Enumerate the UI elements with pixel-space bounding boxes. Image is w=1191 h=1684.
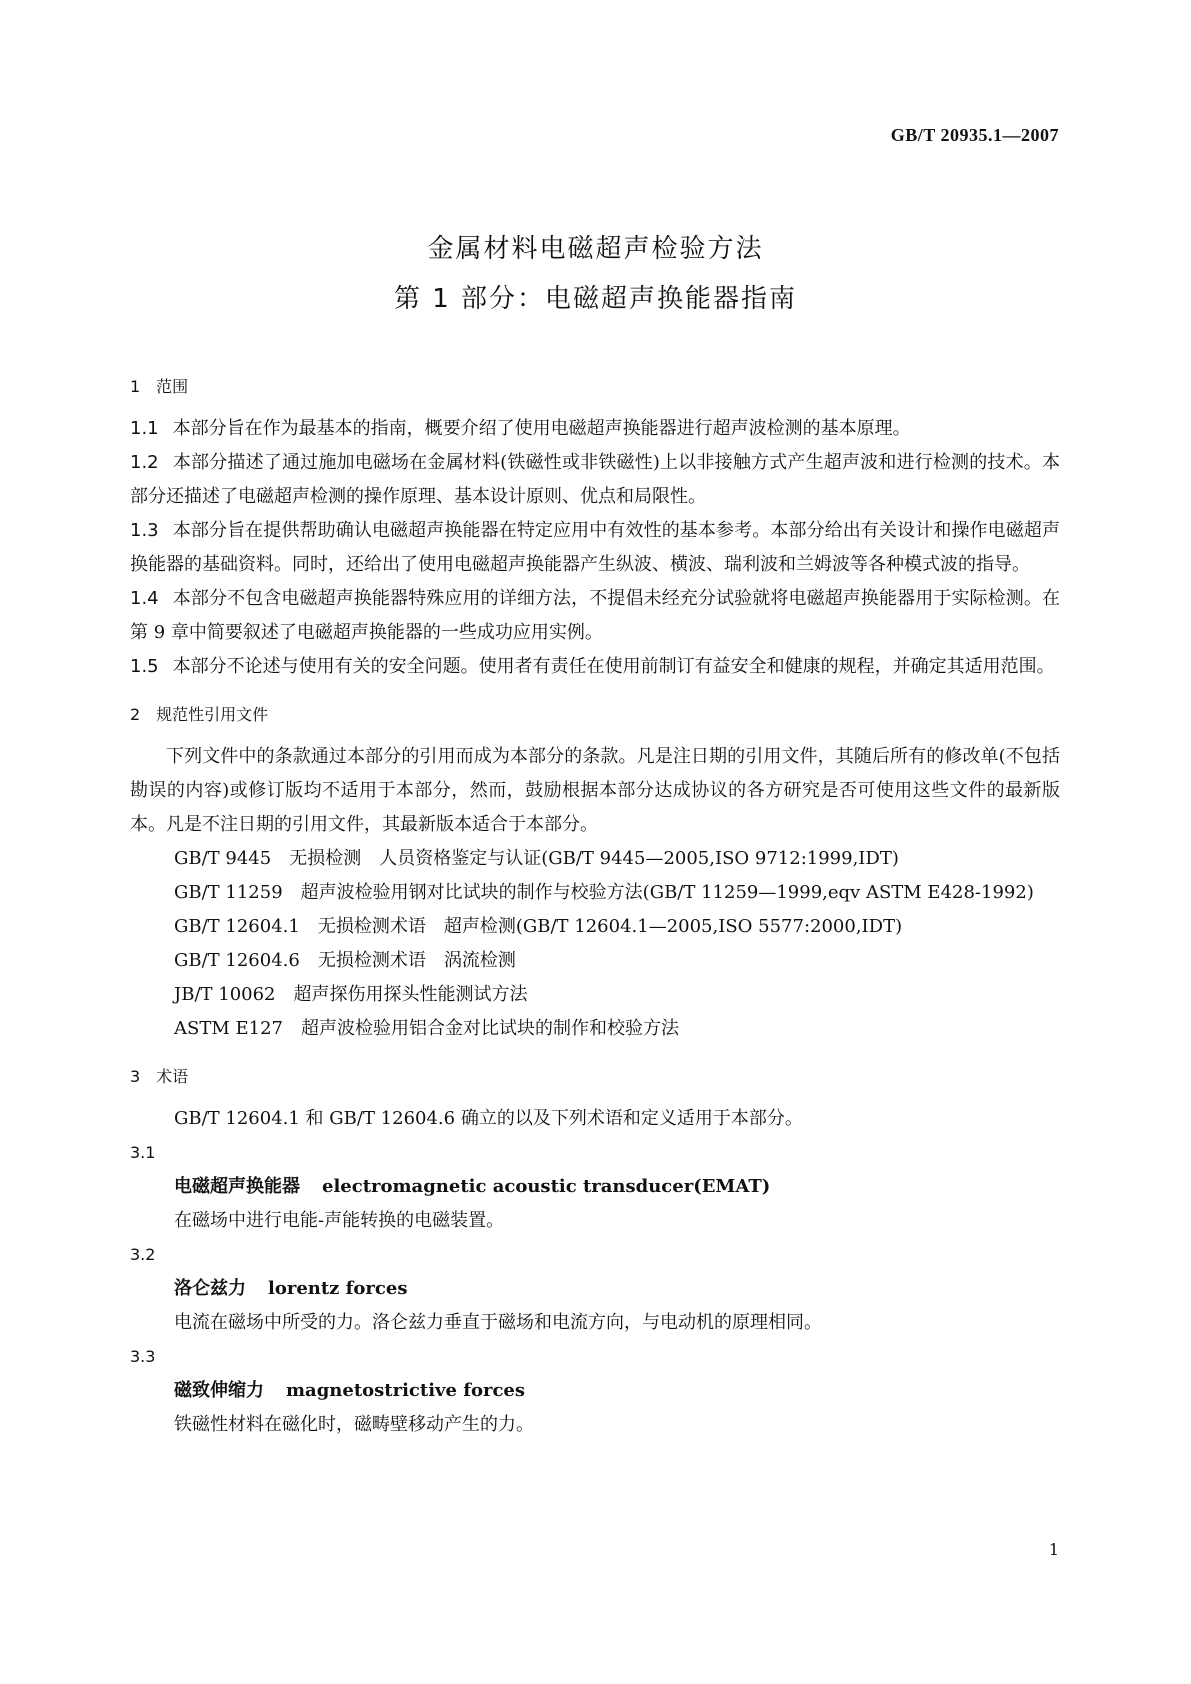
reference-code: ASTM E127 [174,1018,283,1039]
reference-item [130,944,1060,978]
section-heading-scope: 1 范围 [130,377,189,396]
clause-text: 本部分不包含电磁超声换能器特殊应用的详细方法，不提倡未经充分试验就将电磁超声换能器用于实际检测。在第 9 章中简要叙述了电磁超声换能器的一些成功应用实例。 [130,588,1060,643]
reference-title: 超声探伤用探头性能测试方法 [293,984,528,1005]
section-heading-normative-references: 2 规范性引用文件 [130,705,269,724]
reference-title: 超声波检验用钢对比试块的制作与校验方法(GB/T 11259—1999,eqv ASTM E428-1992) [300,882,1034,903]
term-name-zh: 电磁超声换能器 [174,1176,300,1197]
page-number: 1 [1048,1540,1059,1559]
clause-text: 本部分描述了通过施加电磁场在金属材料(铁磁性或非铁磁性)上以非接触方式产生超声波和进行检测的技术。本部分还描述了电磁超声检测的操作原理、基本设计原则、优点和局限性。 [130,452,1060,507]
clause-number: 1.1 [130,418,159,439]
reference-title: 超声波检验用铝合金对比试块的制作和校验方法 [300,1018,679,1039]
term-definition: 在磁场中进行电能-声能转换的电磁装置。 [174,1210,505,1231]
clause-1-3 [130,514,1060,582]
clause-1-4 [130,582,1060,650]
term-number: 3.2 [130,1245,156,1264]
term-name-en: electromagnetic acoustic transducer(EMAT) [322,1176,771,1197]
references-intro: 下列文件中的条款通过本部分的引用而成为本部分的条款。凡是注日期的引用文件，其随后所有的修改单(不包括勘误的内容)或修订版均不适用于本部分，然而，鼓励根据本部分达成协议的各方研究是否可使用这些文件的最新版本。凡是不注日期的引用文件，其最新版本适合于本部分。 [130,746,1060,835]
document-title-line2: 第 1 部分：电磁超声换能器指南 [393,284,798,314]
term-number: 3.3 [130,1347,156,1366]
reference-item [130,1012,1060,1046]
term-name-en: lorentz forces [268,1278,408,1299]
clause-number: 1.3 [130,520,159,541]
clause-text: 本部分旨在作为最基本的指南，概要介绍了使用电磁超声换能器进行超声波检测的基本原理。 [172,418,911,439]
reference-item [130,876,1060,910]
reference-code: GB/T 12604.6 [174,950,300,971]
reference-code: GB/T 12604.1 [174,916,300,937]
reference-title: 无损检测术语 超声检测(GB/T 12604.1—2005,ISO 5577:2000,IDT) [317,916,903,937]
reference-code: GB/T 9445 [174,848,272,869]
reference-title: 无损检测术语 涡流检测 [317,950,516,971]
reference-item [130,910,1060,944]
reference-item [130,842,1060,876]
clause-number: 1.4 [130,588,159,609]
term-definition: 铁磁性材料在磁化时，磁畴壁移动产生的力。 [174,1414,534,1435]
clause-number: 1.2 [130,452,159,473]
term-name-en: magnetostrictive forces [286,1380,525,1401]
section-heading-terms: 3 术语 [130,1067,189,1086]
term-name-zh: 磁致伸缩力 [174,1380,264,1401]
term-name [130,1170,1060,1204]
reference-code: GB/T 11259 [174,882,283,903]
reference-item [130,978,1060,1012]
clause-text: 本部分旨在提供帮助确认电磁超声换能器在特定应用中有效性的基本参考。本部分给出有关设计和操作电磁超声换能器的基础资料。同时，还给出了使用电磁超声换能器产生纵波、横波、瑞利波和兰姆波等各种模式波的指导。 [130,520,1060,575]
document-title-line1: 金属材料电磁超声检验方法 [427,234,764,264]
standard-code: GB/T 20935.1—2007 [890,125,1059,145]
term-name [130,1272,1060,1306]
term-definition: 电流在磁场中所受的力。洛仑兹力垂直于磁场和电流方向，与电动机的原理相同。 [174,1312,822,1333]
reference-code: JB/T 10062 [174,984,276,1005]
term-name [130,1374,1060,1408]
term-number: 3.1 [130,1143,156,1162]
terms-intro: GB/T 12604.1 和 GB/T 12604.6 确立的以及下列术语和定义适用于本部分。 [174,1108,803,1129]
document-body [130,370,1060,1442]
clause-1-1 [130,412,1060,446]
clause-1-2 [130,446,1060,514]
clause-1-5 [130,650,1060,684]
reference-title: 无损检测 人员资格鉴定与认证(GB/T 9445—2005,ISO 9712:1999,IDT) [289,848,899,869]
term-name-zh: 洛仑兹力 [174,1278,246,1299]
clause-text: 本部分不论述与使用有关的安全问题。使用者有责任在使用前制订有益安全和健康的规程，并确定其适用范围。 [172,656,1055,677]
clause-number: 1.5 [130,656,159,677]
